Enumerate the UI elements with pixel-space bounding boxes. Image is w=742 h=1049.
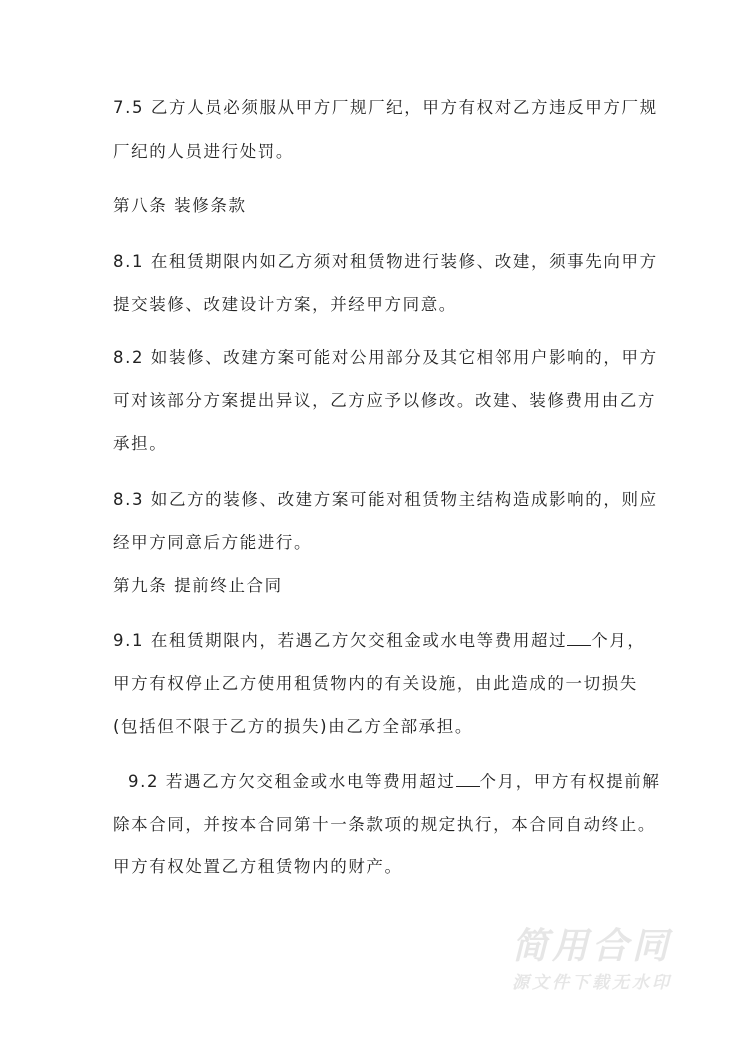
clause-8-3-line-2: 经甲方同意后方能进行。 [113, 533, 313, 552]
watermark-subtitle: 源文件下载无水印 [512, 973, 672, 993]
clause-7-5-line-2: 厂纪的人员进行处罚。 [113, 142, 294, 161]
clause-9-1-line-1 [113, 631, 646, 651]
clause-9-2-text-b: 个月，甲方有权提前解 [479, 772, 661, 791]
clause-9-2-text-a: 9.2 若遇乙方欠交租金或水电等费用超过 [128, 772, 456, 791]
clause-9-1-line-2: 甲方有权停止乙方使用租赁物内的有关设施，由此造成的一切损失 [113, 674, 638, 693]
clause-7-5-line-1: 7.5 乙方人员必须服从甲方厂规厂纪，甲方有权对乙方违反甲方厂规 [113, 98, 658, 117]
clause-9-1-text-b: 个月， [591, 631, 646, 650]
clause-9-1-line-3: (包括但不限于乙方的损失)由乙方全部承担。 [113, 717, 473, 736]
clause-8-1-line-2: 提交装修、改建设计方案，并经甲方同意。 [113, 295, 457, 314]
clause-9-1-text-a: 9.1 在租赁期限内，若遇乙方欠交租金或水电等费用超过 [113, 631, 568, 650]
clause-9-2-line-3: 甲方有权处置乙方租赁物内的财产。 [113, 857, 403, 876]
months-blank [456, 772, 480, 787]
clause-9-2-line-1 [128, 772, 661, 792]
article-9-heading: 第九条 提前终止合同 [113, 576, 283, 595]
clause-8-2-line-1: 8.2 如装修、改建方案可能对公用部分及其它相邻用户影响的，甲方 [113, 348, 658, 367]
clause-8-3-line-1: 8.3 如乙方的装修、改建方案可能对租赁物主结构造成影响的，则应 [113, 490, 658, 509]
months-blank [567, 631, 591, 646]
clause-8-2-line-3: 承担。 [113, 434, 168, 453]
clause-8-2-line-2: 可对该部分方案提出异议，乙方应予以修改。改建、装修费用由乙方 [113, 391, 656, 410]
clause-9-2-line-2: 除本合同，并按本合同第十一条款项的规定执行，本合同自动终止。 [113, 815, 656, 834]
article-8-heading: 第八条 装修条款 [113, 196, 247, 215]
watermark-title: 简用合同 [512, 926, 673, 967]
clause-8-1-line-1: 8.1 在租赁期限内如乙方须对租赁物进行装修、改建，须事先向甲方 [113, 252, 658, 271]
